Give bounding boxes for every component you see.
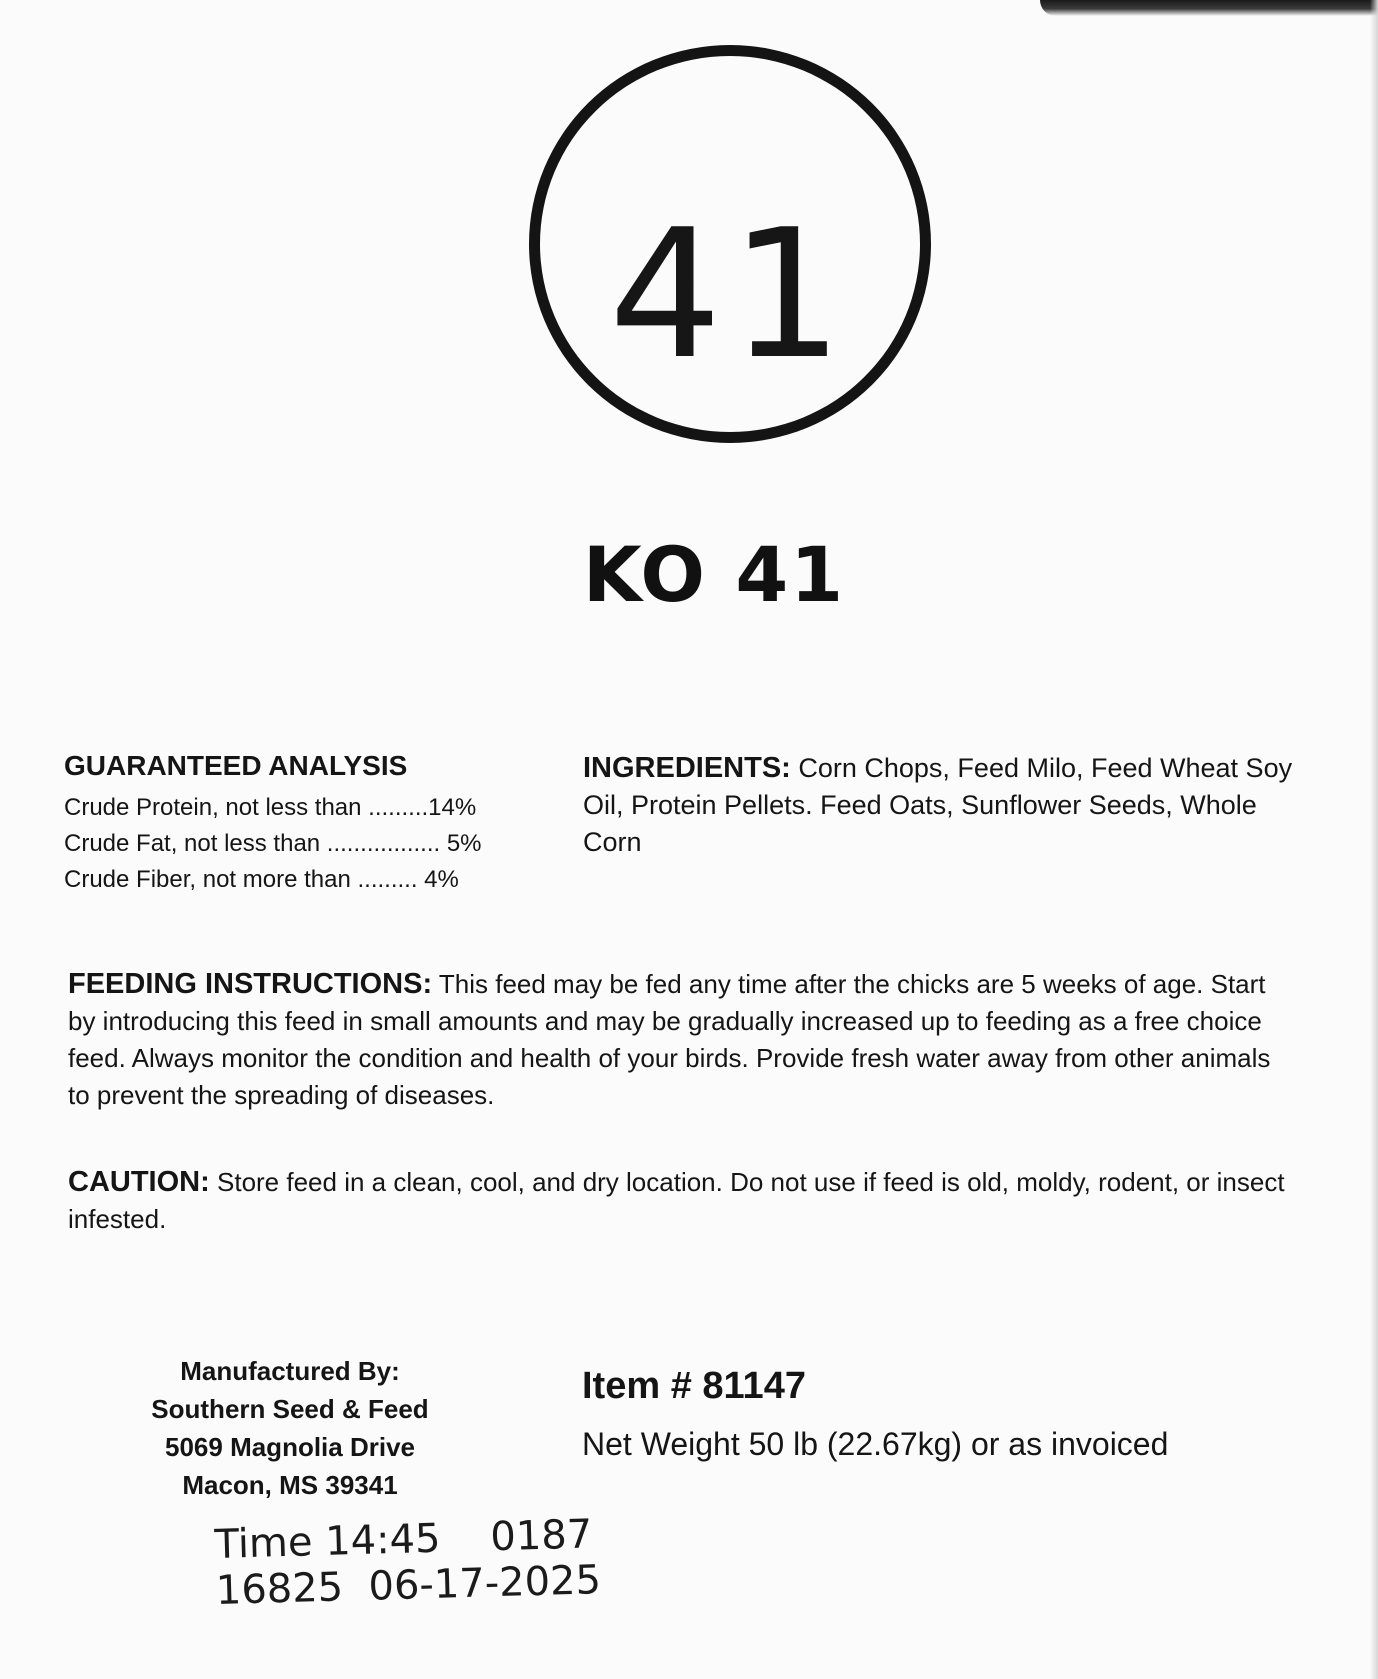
analysis-title: GUARANTEED ANALYSIS bbox=[64, 750, 408, 781]
stamp-line-date bbox=[215, 1557, 601, 1614]
feeding-instructions bbox=[68, 966, 1288, 1114]
manufacturer-block bbox=[140, 1352, 440, 1504]
stamp-date: 06-17-2025 bbox=[367, 1557, 602, 1610]
manufacturer-city: Macon, MS 39341 bbox=[182, 1470, 398, 1500]
product-number-seal bbox=[529, 45, 931, 443]
guaranteed-analysis bbox=[64, 746, 544, 898]
caution-text: Store feed in a clean, cool, and dry location. Do not use if feed is old, moldy, rodent, or insect infested. bbox=[68, 1167, 1285, 1234]
feeding-label: FEEDING INSTRUCTIONS: bbox=[68, 968, 433, 1000]
analysis-row-protein: Crude Protein, not less than .........14% bbox=[64, 794, 477, 821]
item-number: Item # 81147 bbox=[582, 1365, 806, 1407]
stamp-time: Time 14:45 bbox=[214, 1515, 442, 1568]
ingredients-text: Corn Chops, Feed Milo, Feed Wheat Soy Oil, Protein Pellets. Feed Oats, Sunflower Seeds, Whole Corn bbox=[583, 753, 1293, 857]
caution-label: CAUTION: bbox=[68, 1166, 210, 1198]
analysis-row-fiber: Crude Fiber, not more than ......... 4% bbox=[64, 866, 459, 893]
product-name: KO 41 bbox=[582, 530, 846, 619]
scan-edge-shadow bbox=[1040, 0, 1378, 16]
manufacturer-street: 5069 Magnolia Drive bbox=[165, 1432, 415, 1462]
net-weight: Net Weight 50 lb (22.67kg) or as invoiced bbox=[582, 1426, 1169, 1462]
manufacturer-name: Southern Seed & Feed bbox=[151, 1394, 429, 1424]
caution-section bbox=[68, 1164, 1288, 1238]
manufacturer-heading: Manufactured By: bbox=[180, 1356, 400, 1386]
ingredients-label: INGREDIENTS: bbox=[583, 752, 791, 784]
analysis-row-fat: Crude Fat, not less than ................. 5% bbox=[64, 830, 482, 857]
stamp-lot: 16825 bbox=[215, 1564, 344, 1614]
stamp-code: 0187 bbox=[489, 1511, 593, 1561]
feeding-text: This feed may be fed any time after the chicks are 5 weeks of age. Start by introducing this feed in small amounts and may be gradually increased up to feeding as a free choice feed. Always monitor the condition and health of your birds. Provide fresh water away from other animals to prevent the spreading of diseases. bbox=[68, 969, 1271, 1110]
seal-number: 41 bbox=[608, 191, 852, 398]
ingredients-section bbox=[583, 750, 1293, 861]
scan-edge-right bbox=[1370, 0, 1378, 1679]
production-stamp bbox=[214, 1511, 602, 1614]
